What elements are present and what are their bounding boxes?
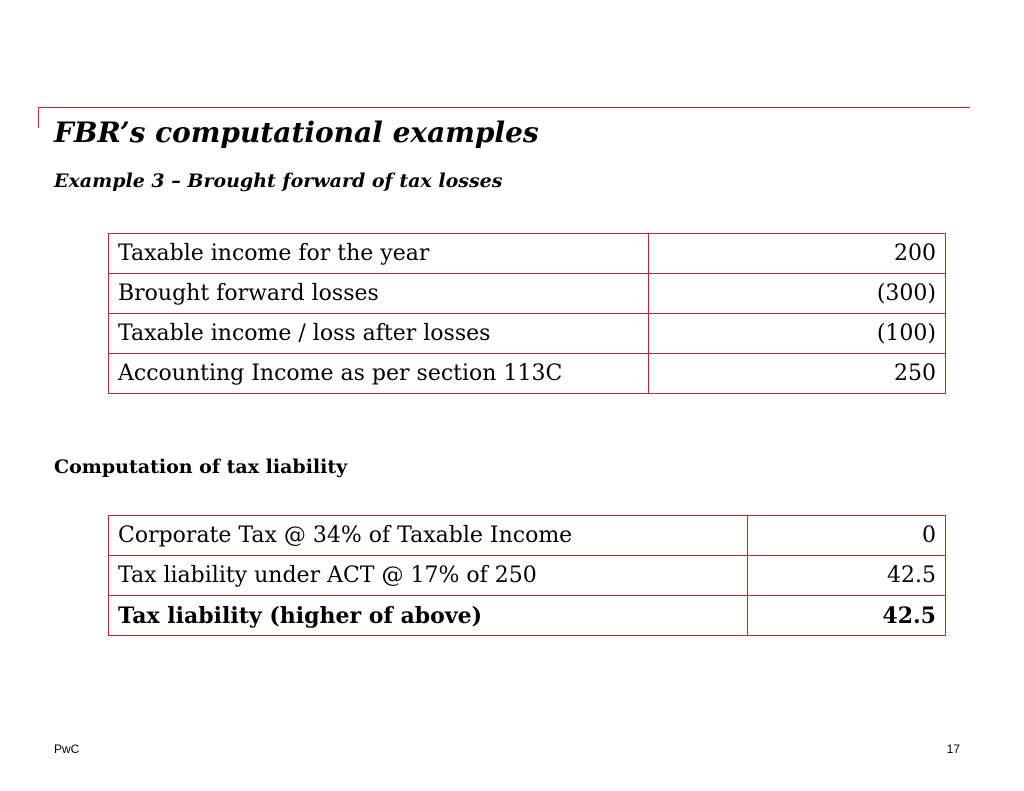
row-label: Tax liability (higher of above) xyxy=(109,596,748,636)
row-value: 42.5 xyxy=(748,596,946,636)
footer-brand: PwC xyxy=(54,742,80,756)
row-label: Accounting Income as per section 113C xyxy=(109,354,649,394)
table-row xyxy=(109,234,946,274)
table-row xyxy=(109,354,946,394)
page-number: 17 xyxy=(946,742,960,756)
header-rule xyxy=(38,107,970,108)
row-value: (300) xyxy=(649,274,946,314)
row-label: Brought forward losses xyxy=(109,274,649,314)
table-row xyxy=(109,274,946,314)
tax-liability-table xyxy=(108,515,946,636)
total-row xyxy=(109,596,946,636)
row-value: 0 xyxy=(748,516,946,556)
row-label: Taxable income for the year xyxy=(109,234,649,274)
row-value: 250 xyxy=(649,354,946,394)
row-value: (100) xyxy=(649,314,946,354)
row-value: 200 xyxy=(649,234,946,274)
table-row xyxy=(109,314,946,354)
losses-table xyxy=(108,233,946,394)
row-label: Taxable income / loss after losses xyxy=(109,314,649,354)
row-value: 42.5 xyxy=(748,556,946,596)
row-label: Corporate Tax @ 34% of Taxable Income xyxy=(109,516,748,556)
table-row xyxy=(109,516,946,556)
computation-heading: Computation of tax liability xyxy=(54,456,348,478)
row-label: Tax liability under ACT @ 17% of 250 xyxy=(109,556,748,596)
table-row xyxy=(109,556,946,596)
example-subtitle: Example 3 – Brought forward of tax losses xyxy=(54,170,503,192)
page-title: FBR’s computational examples xyxy=(54,116,539,149)
header-rule-tick xyxy=(38,107,39,128)
